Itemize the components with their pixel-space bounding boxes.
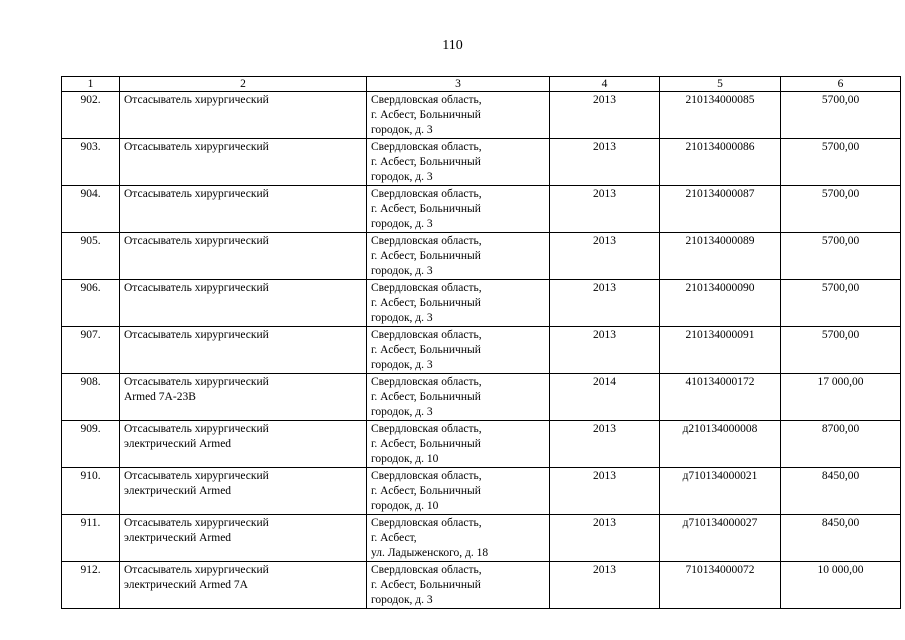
row-number-cell: 902. [62,92,120,139]
address-line: городок, д. 3 [371,359,433,371]
address-line: городок, д. 10 [371,453,439,465]
cost-cell: 10 000,00 [781,562,901,609]
address-line: Свердловская область, [371,141,482,153]
item-name-line: Armed 7A-23B [124,391,196,403]
cost-cell: 8700,00 [781,421,901,468]
address-line: Свердловская область, [371,517,482,529]
page-number: 110 [442,38,463,53]
address-cell [367,468,550,515]
item-name-line: Отсасыватель хирургический [124,141,269,153]
address-line: г. Асбест, [371,532,417,544]
column-header: 4 [550,77,660,92]
item-name-line: Отсасыватель хирургический [124,517,269,529]
item-name-line: Отсасыватель хирургический [124,282,269,294]
table-row [62,92,901,139]
address-line: г. Асбест, Больничный [371,203,481,215]
header-row [62,77,901,92]
column-header: 1 [62,77,120,92]
item-name-cell [120,280,367,327]
inventory-number-cell: 710134000072 [660,562,781,609]
item-name-cell [120,562,367,609]
item-name-line: Отсасыватель хирургический [124,329,269,341]
address-cell [367,374,550,421]
inventory-number-cell: д710134000027 [660,515,781,562]
item-name-cell [120,139,367,186]
address-line: городок, д. 3 [371,124,433,136]
address-line: городок, д. 3 [371,406,433,418]
address-line: городок, д. 10 [371,500,439,512]
address-line: Свердловская область, [371,423,482,435]
item-name-cell [120,186,367,233]
address-line: г. Асбест, Больничный [371,297,481,309]
column-header: 6 [781,77,901,92]
cost-cell: 8450,00 [781,515,901,562]
address-cell [367,186,550,233]
row-number-cell: 909. [62,421,120,468]
item-name-cell [120,468,367,515]
inventory-number-cell: 210134000091 [660,327,781,374]
row-number-cell: 912. [62,562,120,609]
year-cell: 2013 [550,327,660,374]
address-line: г. Асбест, Больничный [371,344,481,356]
item-name-cell [120,327,367,374]
address-line: Свердловская область, [371,329,482,341]
item-name-line: Отсасыватель хирургический [124,94,269,106]
item-name-line: электрический Armed 7A [124,579,248,591]
year-cell: 2013 [550,562,660,609]
table-row [62,515,901,562]
column-header: 2 [120,77,367,92]
year-cell: 2013 [550,468,660,515]
address-line: г. Асбест, Больничный [371,109,481,121]
item-name-line: Отсасыватель хирургический [124,188,269,200]
property-register-table [61,76,901,609]
address-line: городок, д. 3 [371,171,433,183]
address-line: ул. Ладыженского, д. 18 [371,547,489,559]
inventory-number-cell: 210134000090 [660,280,781,327]
inventory-number-cell: 210134000085 [660,92,781,139]
address-cell [367,562,550,609]
table-body [62,92,901,609]
address-cell [367,421,550,468]
column-header: 5 [660,77,781,92]
year-cell: 2013 [550,233,660,280]
item-name-line: Отсасыватель хирургический [124,235,269,247]
cost-cell: 5700,00 [781,327,901,374]
item-name-line: Отсасыватель хирургический [124,423,269,435]
row-number-cell: 904. [62,186,120,233]
item-name-cell [120,233,367,280]
year-cell: 2013 [550,280,660,327]
cost-cell: 8450,00 [781,468,901,515]
address-line: Свердловская область, [371,564,482,576]
table-row [62,139,901,186]
address-line: г. Асбест, Больничный [371,485,481,497]
year-cell: 2013 [550,186,660,233]
cost-cell: 17 000,00 [781,374,901,421]
item-name-line: электрический Armed [124,438,232,450]
address-cell [367,327,550,374]
cost-cell: 5700,00 [781,186,901,233]
address-line: Свердловская область, [371,94,482,106]
address-line: городок, д. 3 [371,594,433,606]
address-line: г. Асбест, Больничный [371,156,481,168]
table-row [62,280,901,327]
row-number-cell: 903. [62,139,120,186]
item-name-cell [120,515,367,562]
cost-cell: 5700,00 [781,139,901,186]
row-number-cell: 910. [62,468,120,515]
item-name-line: электрический Armed [124,532,232,544]
address-line: городок, д. 3 [371,265,433,277]
item-name-line: Отсасыватель хирургический [124,376,269,388]
row-number-cell: 907. [62,327,120,374]
cost-cell: 5700,00 [781,233,901,280]
row-number-cell: 911. [62,515,120,562]
address-cell [367,139,550,186]
table-row [62,468,901,515]
table-row [62,186,901,233]
address-line: г. Асбест, Больничный [371,438,481,450]
address-line: г. Асбест, Больничный [371,250,481,262]
table-row [62,421,901,468]
year-cell: 2013 [550,421,660,468]
table-row [62,562,901,609]
address-cell [367,233,550,280]
row-number-cell: 905. [62,233,120,280]
address-line: г. Асбест, Больничный [371,391,481,403]
cost-cell: 5700,00 [781,92,901,139]
inventory-number-cell: 210134000087 [660,186,781,233]
item-name-cell [120,421,367,468]
row-number-cell: 908. [62,374,120,421]
inventory-number-cell: д710134000021 [660,468,781,515]
year-cell: 2013 [550,92,660,139]
address-line: городок, д. 3 [371,218,433,230]
inventory-number-cell: 210134000086 [660,139,781,186]
item-name-line: Отсасыватель хирургический [124,564,269,576]
address-line: городок, д. 3 [371,312,433,324]
item-name-line: Отсасыватель хирургический [124,470,269,482]
inventory-number-cell: д210134000008 [660,421,781,468]
inventory-number-cell: 410134000172 [660,374,781,421]
address-line: Свердловская область, [371,235,482,247]
address-line: Свердловская область, [371,376,482,388]
row-number-cell: 906. [62,280,120,327]
inventory-number-cell: 210134000089 [660,233,781,280]
address-cell [367,515,550,562]
year-cell: 2013 [550,139,660,186]
table-row [62,233,901,280]
year-cell: 2013 [550,515,660,562]
address-cell [367,92,550,139]
table-row [62,327,901,374]
column-header: 3 [367,77,550,92]
table-row [62,374,901,421]
item-name-cell [120,374,367,421]
cost-cell: 5700,00 [781,280,901,327]
address-line: г. Асбест, Больничный [371,579,481,591]
item-name-line: электрический Armed [124,485,232,497]
address-cell [367,280,550,327]
year-cell: 2014 [550,374,660,421]
address-line: Свердловская область, [371,282,482,294]
address-line: Свердловская область, [371,470,482,482]
address-line: Свердловская область, [371,188,482,200]
item-name-cell [120,92,367,139]
